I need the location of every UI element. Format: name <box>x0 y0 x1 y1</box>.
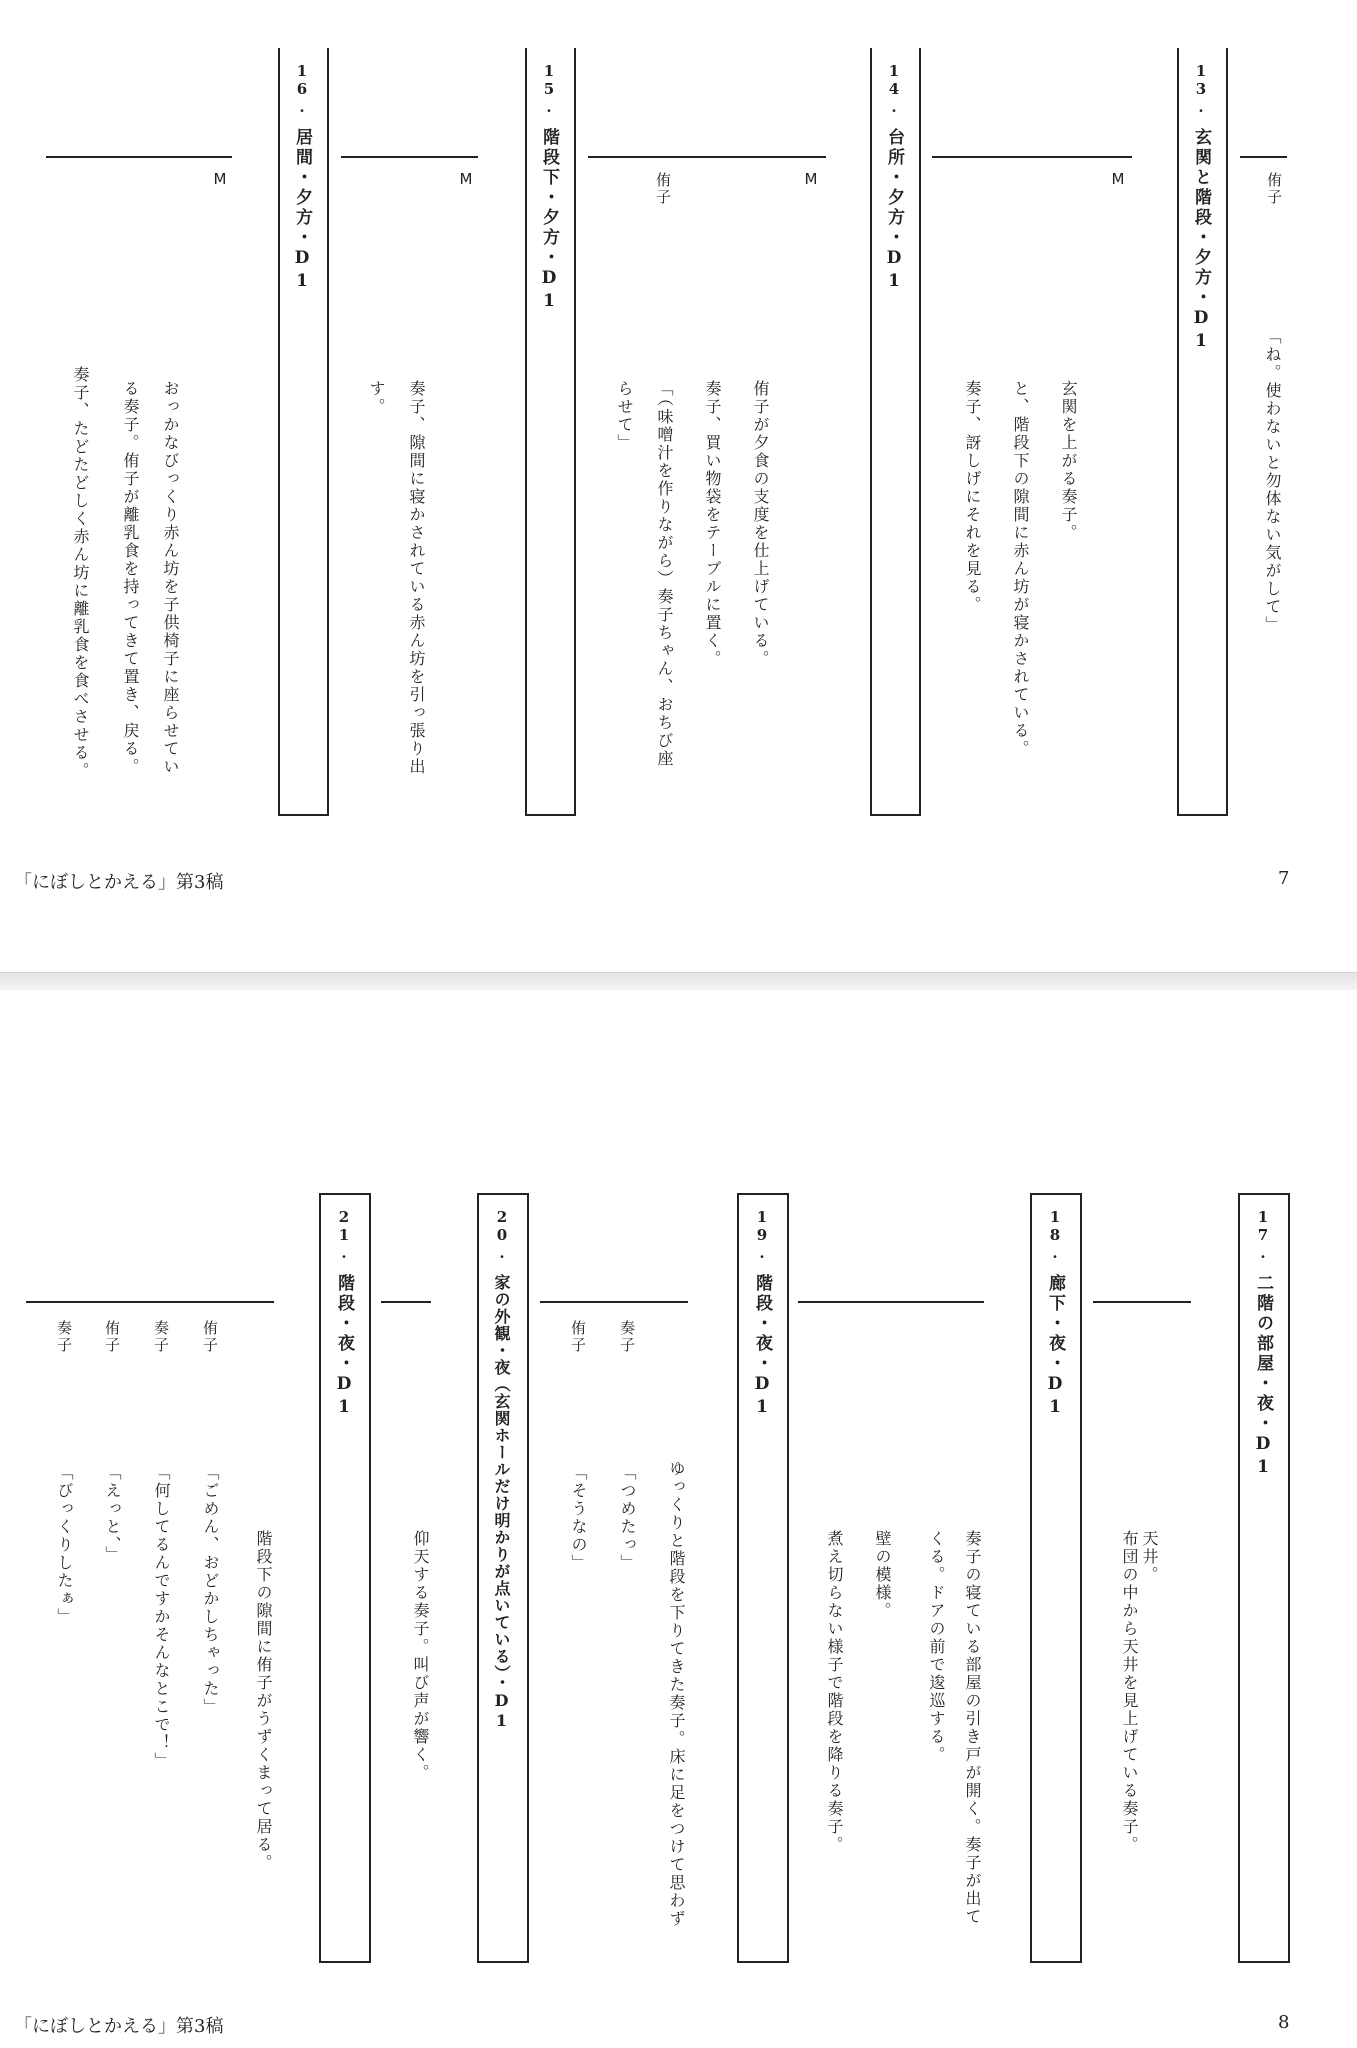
speaker-name: 奏子 <box>618 1320 636 1354</box>
scene-heading: 廊下・夜・D1 <box>1045 1274 1065 1420</box>
scene-heading: 家の外観・夜（玄関ホールだけ明かりが点いている）・D1 <box>492 1274 511 1731</box>
scene-number: 18. <box>1046 1208 1064 1262</box>
dialogue-line: 「びっくりしたぁ」 <box>55 1464 74 1626</box>
action-line: 布団の中から天井を見上げている奏子。 <box>1120 1530 1139 1854</box>
page-7-sheet <box>0 0 1357 972</box>
action-line: す。 <box>367 380 386 416</box>
dialogue-line: 「そうなの」 <box>569 1464 588 1572</box>
speaker-name: 奏子 <box>55 1320 73 1354</box>
action-line: と、階段下の隙間に赤ん坊が寝かされている。 <box>1011 380 1030 758</box>
dialogue-line: 「えっと、」 <box>103 1464 122 1564</box>
dialogue-line: 「何してるんですかそんなとこで！」 <box>152 1464 171 1770</box>
scene-heading: 階段・夜・D1 <box>334 1274 354 1420</box>
dialogue-line: 「ごめん、おどかしちゃった」 <box>201 1464 220 1716</box>
dialogue-line: 「ね。使わないと勿体ない気がして」 <box>1263 328 1282 634</box>
dialogue-line: らせて」 <box>615 380 634 452</box>
action-line: おっかなびっくり赤ん坊を子供椅子に座らせてい <box>161 380 180 776</box>
scene-number: 21. <box>335 1208 353 1262</box>
speaker-name: 侑子 <box>654 172 672 206</box>
scene-number: 14. <box>885 62 903 116</box>
scene-number: 16. <box>293 62 311 116</box>
action-line: 奏子、たどたどしく赤ん坊に離乳食を食べさせる。 <box>71 366 90 780</box>
dialogue-divider <box>1240 156 1287 158</box>
scene-divider <box>588 156 826 158</box>
scene-heading: 玄関と階段・夕方・D1 <box>1191 128 1211 354</box>
action-line: 奏子、訝しげにそれを見る。 <box>963 380 982 614</box>
music-marker: M <box>802 170 820 188</box>
action-line: 奏子、買い物袋をテーブルに置く。 <box>703 380 722 668</box>
action-line: 奏子の寝ている部屋の引き戸が開く。奏子が出て <box>963 1530 982 1926</box>
action-line: る奏子。侑子が離乳食を持ってきて置き、戻る。 <box>121 380 140 776</box>
scene-divider <box>540 1301 688 1303</box>
music-marker: M <box>211 170 229 188</box>
scene-divider <box>798 1301 984 1303</box>
action-line: くる。ドアの前で逡巡する。 <box>927 1530 946 1764</box>
action-line: 奏子、隙間に寝かされている赤ん坊を引っ張り出 <box>407 380 426 776</box>
dialogue-line: 「（味噌汁を作りながら）奏子ちゃん、おちび座 <box>655 380 674 768</box>
action-line: 玄関を上がる奏子。 <box>1059 380 1078 542</box>
speaker-name: 侑子 <box>201 1320 219 1354</box>
action-line: 壁の模様。 <box>873 1530 892 1620</box>
scene-heading: 階段・夜・D1 <box>752 1274 772 1420</box>
action-line: 仰天する奏子。叫び声が響く。 <box>411 1530 430 1782</box>
speaker-name: 侑子 <box>569 1320 587 1354</box>
scene-divider <box>46 156 232 158</box>
scene-heading: 二階の部屋・夜・D1 <box>1253 1274 1273 1480</box>
action-line: 煮え切らない様子で階段を降りる奏子。 <box>825 1530 844 1854</box>
scene-divider <box>1093 1301 1191 1303</box>
page-number: 7 <box>1278 868 1290 889</box>
speaker-name: 奏子 <box>152 1320 170 1354</box>
music-marker: M <box>1109 170 1127 188</box>
scene-number: 19. <box>753 1208 771 1262</box>
scene-divider <box>932 156 1132 158</box>
scene-number: 17. <box>1254 1208 1272 1262</box>
scene-heading: 居間・夕方・D1 <box>292 128 312 294</box>
scene-divider <box>381 1301 431 1303</box>
scene-heading: 台所・夕方・D1 <box>884 128 904 294</box>
scene-divider <box>26 1301 274 1303</box>
music-marker: M <box>457 170 475 188</box>
scene-divider <box>341 156 478 158</box>
action-line: 階段下の隙間に侑子がうずくまって居る。 <box>254 1530 273 1872</box>
dialogue-line: 「つめたっ」 <box>618 1464 637 1572</box>
action-line: 侑子が夕食の支度を仕上げている。 <box>751 380 770 668</box>
scene-heading: 階段下・夕方・D1 <box>539 128 559 314</box>
scene-number: 15. <box>540 62 558 116</box>
scene-number: 20. <box>493 1208 511 1262</box>
footer-title: 「にぼしとかえる」第3稿 <box>14 872 224 893</box>
action-line: ゆっくりと階段を下りてきた奏子。床に足をつけて思わず <box>667 1460 686 1928</box>
speaker-name: 侑子 <box>103 1320 121 1354</box>
action-line: 天井。 <box>1140 1530 1159 1584</box>
speaker-name: 侑子 <box>1265 172 1283 206</box>
page-separator <box>0 972 1357 992</box>
scene-number: 13. <box>1192 62 1210 116</box>
page-number: 8 <box>1278 2012 1290 2033</box>
footer-title: 「にぼしとかえる」第3稿 <box>14 2016 224 2037</box>
script-page-8 <box>0 990 1357 2048</box>
